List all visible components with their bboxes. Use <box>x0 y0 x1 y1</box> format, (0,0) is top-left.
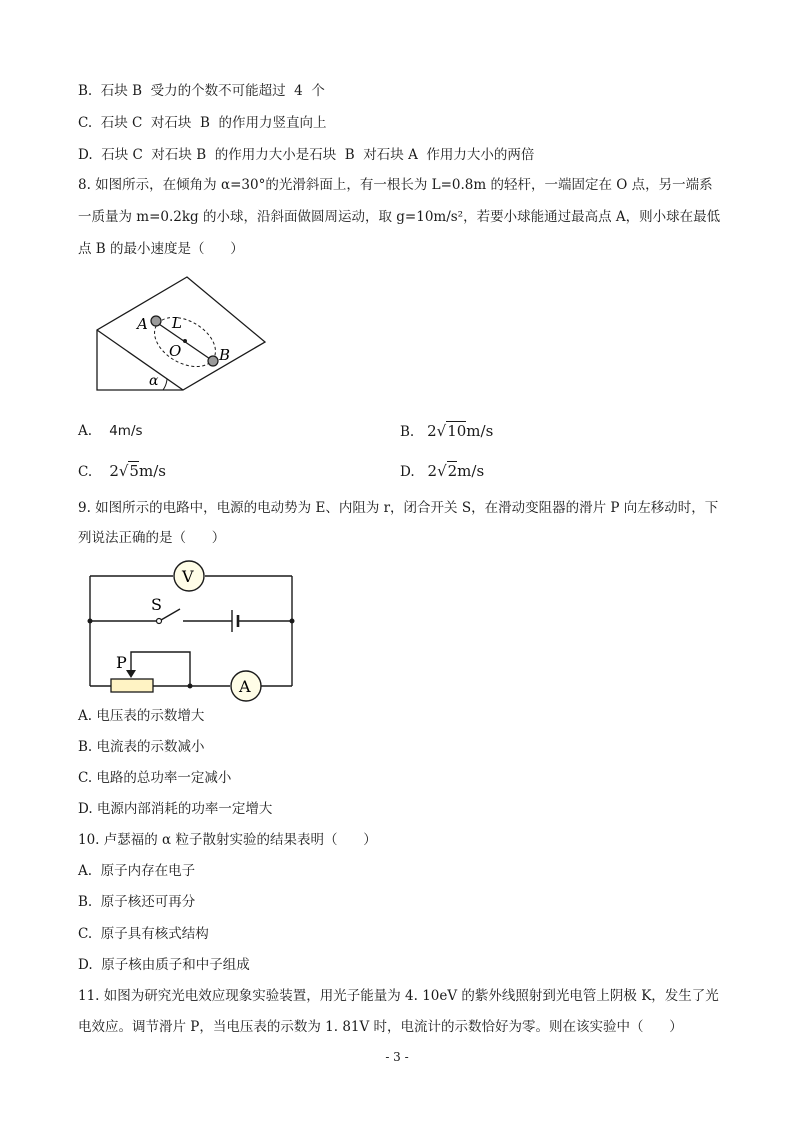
q9-stem-line1: 9. 如图所示的电路中，电源的电动势为 E、内阻为 r，闭合开关 S，在滑动变阻器的滑片 P 向左移动时，下 <box>78 500 719 516</box>
q8-option-b-prefix: B. <box>400 424 415 440</box>
q8-option-d-coef: 2 <box>427 462 438 480</box>
label-a-meter: A <box>239 677 251 696</box>
q8-option-b-radicand: 10 <box>447 422 467 440</box>
q10-stem: 10. 卢瑟福的 α 粒子散射实验的结果表明（ ） <box>78 832 377 848</box>
label-v: V <box>182 567 194 586</box>
q7-option-b: B. 石块 B 受力的个数不可能超过 4 个 <box>78 83 325 99</box>
q8-stem-line1: 8. 如图所示，在倾角为 α=30°的光滑斜面上，有一根长为 L=0.8m 的轻杆，一端固定在 O 点，另一端系 <box>78 177 713 193</box>
q7-option-d: D. 石块 C 对石块 B 的作用力大小是石块 B 对石块 A 作用力大小的两倍 <box>78 147 535 163</box>
q8-option-d-prefix: D. <box>400 464 415 480</box>
q9-option-c: C. 电路的总功率一定减小 <box>78 770 232 786</box>
q8-option-a <box>78 422 143 440</box>
q9-circuit-figure <box>80 560 300 695</box>
q8-option-a-value: 4m/s <box>109 423 143 439</box>
q9-stem-line2: 列说法正确的是（ ） <box>78 530 226 546</box>
label-b: B <box>219 346 231 364</box>
label-s: S <box>151 595 162 614</box>
q8-option-c-unit: m/s <box>138 462 166 480</box>
q8-option-b-unit: m/s <box>466 422 494 440</box>
q8-option-b: B. 2√10m/s <box>400 422 494 440</box>
q8-option-a-prefix: A. <box>78 423 93 439</box>
label-o: O <box>169 342 182 360</box>
q8-stem-line3: 点 B 的最小速度是（ ） <box>78 241 244 257</box>
q8-option-c-coef: 2 <box>109 462 119 480</box>
q10-option-c: C. 原子具有核式结构 <box>78 926 209 942</box>
q8-option-b-coef: 2 <box>427 422 437 440</box>
q11-stem-line2: 电效应。调节滑片 P，当电压表的示数为 1. 81V 时，电流计的示数恰好为零。则在该实验中（ ） <box>78 1019 683 1035</box>
q8-option-d-unit: m/s <box>457 462 485 480</box>
q10-option-d: D. 原子核由质子和中子组成 <box>78 957 250 973</box>
q8-option-c-prefix: C. <box>78 464 93 480</box>
q9-option-b: B. 电流表的示数减小 <box>78 739 205 755</box>
q8-option-c-radicand: 5 <box>129 462 139 480</box>
q7-option-c: C. 石块 C 对石块 B 的作用力竖直向上 <box>78 115 327 131</box>
q9-option-d: D. 电源内部消耗的功率一定增大 <box>78 801 273 817</box>
label-a: A <box>137 315 148 333</box>
q10-option-b: B. 原子核还可再分 <box>78 894 196 910</box>
q8-option-d-radicand: 2 <box>447 462 458 480</box>
q8-incline-figure <box>95 275 270 395</box>
q8-option-c: C. 2√5m/s <box>78 462 166 480</box>
q10-option-a: A. 原子内存在电子 <box>78 863 196 879</box>
q8-stem-line2: 一质量为 m=0.2kg 的小球，沿斜面做圆周运动，取 g=10m/s²，若要小球能通过最高点 A，则小球在最低 <box>78 209 721 225</box>
q8-option-d: D. 2√2m/s <box>400 462 485 480</box>
label-p: P <box>116 653 127 672</box>
label-alpha: α <box>149 373 159 389</box>
page-number: - 3 - <box>385 1050 409 1064</box>
q11-stem-line1: 11. 如图为研究光电效应现象实验装置，用光子能量为 4. 10eV 的紫外线照射到光电管上阴极 K，发生了光 <box>78 988 719 1004</box>
label-l: L <box>172 314 182 332</box>
q9-option-a: A. 电压表的示数增大 <box>78 708 205 724</box>
